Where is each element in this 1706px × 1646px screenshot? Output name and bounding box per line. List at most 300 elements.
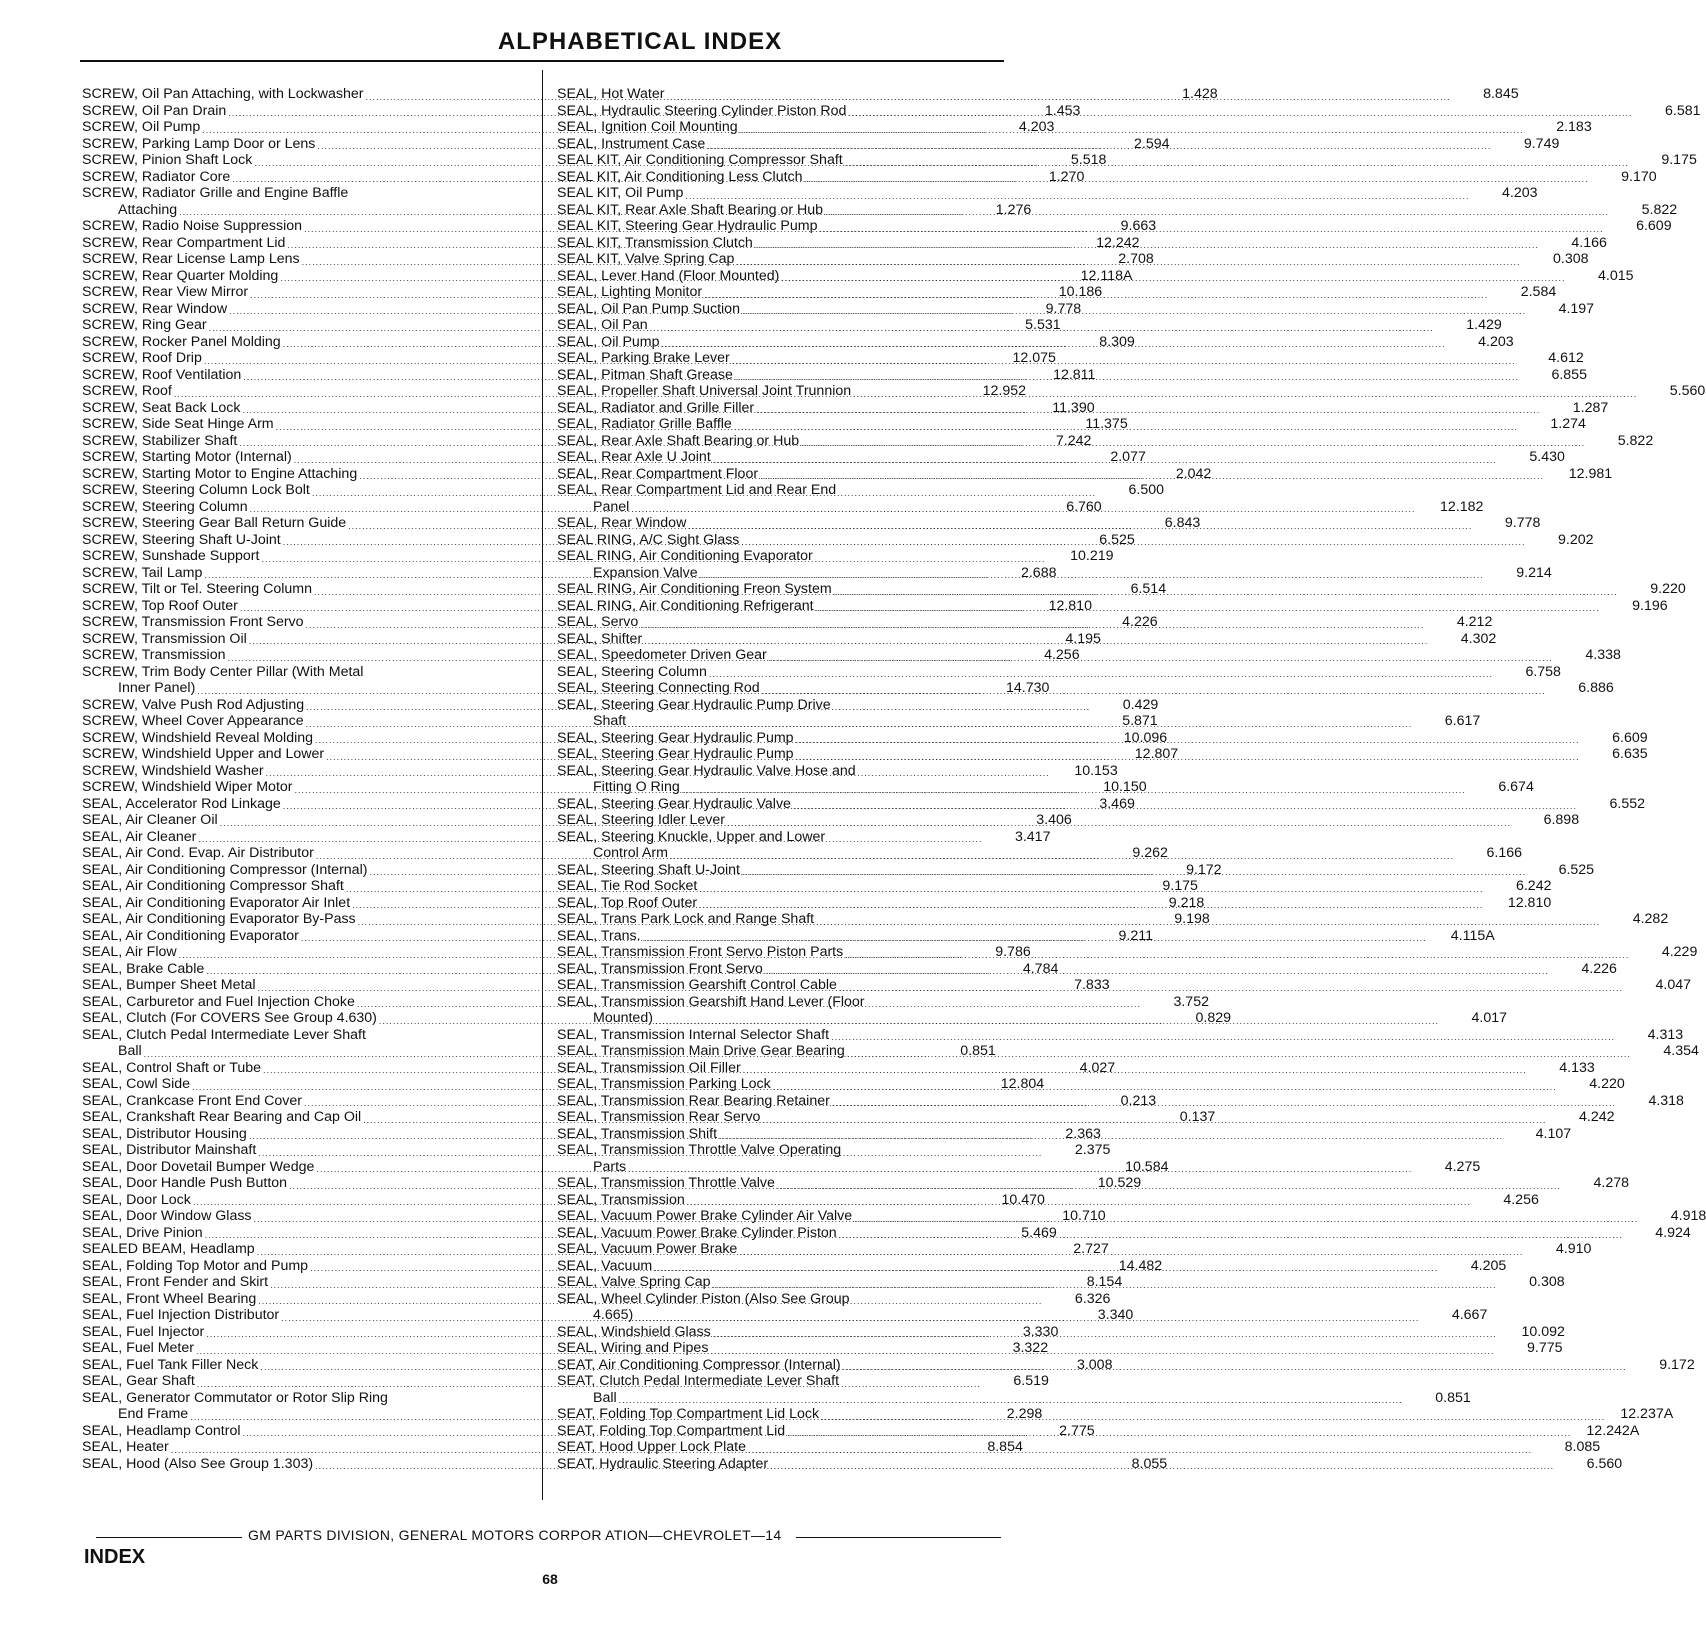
entry-label: SEAL, Clutch (For COVERS See Group 4.630)	[82, 1010, 377, 1026]
entry-label: Ball	[593, 1389, 617, 1406]
entry-reference: 9.196	[1632, 597, 1668, 614]
entry-label: SEAL, Transmission Front Servo	[557, 960, 763, 977]
entry-reference: 10.186	[1058, 284, 1103, 300]
entry-reference: 11.375	[1085, 416, 1128, 432]
entry-reference: 5.469	[1021, 1224, 1057, 1241]
entry-label: SEAL, Control Shaft or Tube	[82, 1059, 262, 1076]
entry-reference: 4.282	[1632, 911, 1669, 927]
entry-label: SEAL, Pitman Shaft Grease	[557, 366, 733, 383]
entry-label: SEAL, Fuel Injection Distributor	[82, 1307, 280, 1323]
entry-reference: 10.150	[1103, 779, 1147, 795]
entry-label: SCREW, Wheel Cover Appearance	[82, 713, 304, 729]
dot-leader	[654, 1262, 1438, 1274]
entry-reference: 6.166	[1486, 845, 1523, 861]
dot-leader	[650, 322, 1434, 334]
dot-leader	[719, 1130, 1503, 1142]
entry-reference: 6.609	[1636, 218, 1672, 234]
index-entry	[557, 663, 1561, 681]
dot-leader	[760, 470, 1544, 482]
entry-reference: 12.075	[1012, 350, 1056, 366]
entry-label: SCREW, Rear Compartment Lid	[82, 234, 286, 251]
entry-reference: 6.635	[1612, 746, 1648, 762]
dot-leader	[670, 850, 1454, 862]
entry-label: SEAL, Valve Spring Cap	[557, 1274, 711, 1290]
entry-label: SCREW, Trim Body Center Pillar (With Metal	[82, 663, 364, 680]
entry-label: SCREW, Steering Gear Ball Return Guide	[82, 515, 347, 531]
entry-label: SEAL, Oil Pump	[557, 333, 660, 350]
dot-leader	[667, 91, 1451, 103]
index-entry	[557, 548, 1002, 565]
entry-label: SEAL, Air Cond. Evap. Air Distributor	[82, 845, 314, 861]
entry-label: SEAL, Clutch Pedal Intermediate Lever Shaft	[82, 1026, 366, 1043]
entry-reference: 8.309	[1099, 333, 1135, 350]
index-entry	[557, 185, 1538, 202]
entry-label: SEAL KIT, Air Conditioning Compressor Shaft	[557, 152, 843, 168]
entry-label: SEAL, Tie Rod Socket	[557, 878, 698, 894]
entry-label: SEAT, Folding Top Compartment Lid	[557, 1422, 786, 1439]
entry-label: SCREW, Radio Noise Suppression	[82, 218, 303, 234]
entry-label: SCREW, Rear License Lamp Lens	[82, 251, 300, 267]
entry-label: SEAL, Radiator Grille Baffle	[557, 416, 732, 432]
entry-reference: 6.519	[1013, 1373, 1049, 1389]
entry-label: SEAL, Cowl Side	[82, 1076, 191, 1092]
entry-label: SEAL, Trans Park Lock and Range Shaft	[557, 911, 815, 927]
entry-label: Panel	[593, 498, 630, 515]
entry-label: SEAL, Wheel Cylinder Piston (Also See Group	[557, 1290, 850, 1307]
entry-reference: 4.133	[1559, 1059, 1595, 1076]
dot-leader	[834, 586, 1618, 598]
dot-leader	[643, 932, 1427, 944]
entry-reference: 4.612	[1548, 350, 1584, 366]
entry-reference: 4.212	[1456, 614, 1493, 630]
entry-label: SEAL RING, Air Conditioning Evaporator	[557, 548, 813, 564]
entry-label: SEAL, Hydraulic Steering Cylinder Piston Rod	[557, 102, 847, 119]
entry-reference: 6.898	[1543, 812, 1580, 828]
entry-reference: 2.363	[1065, 1125, 1101, 1142]
entry-label: SEAL, Door Handle Push Button	[82, 1175, 288, 1191]
entry-label: SCREW, Steering Shaft U-Joint	[82, 531, 281, 548]
entry-label: SEAL, Fuel Tank Filler Neck	[82, 1356, 259, 1373]
entry-reference: 3.340	[1097, 1307, 1134, 1323]
entry-reference: 4.667	[1451, 1307, 1488, 1323]
dot-leader	[819, 223, 1603, 235]
entry-reference: 4.338	[1585, 647, 1621, 663]
entry-reference: 9.202	[1558, 531, 1594, 548]
entry-label: SEAL, Steering Connecting Rod	[557, 680, 760, 696]
entry-label: SCREW, Pinion Shaft Lock	[82, 152, 253, 168]
entry-label: SEAL, Distributor Housing	[82, 1125, 247, 1142]
entry-reference: 1.274	[1550, 416, 1586, 432]
dot-leader	[742, 305, 1526, 317]
entry-label: SCREW, Roof	[82, 383, 172, 399]
entry-label: SEAL, Shifter	[557, 630, 643, 647]
entry-reference: 2.375	[1074, 1142, 1111, 1158]
dot-leader	[704, 289, 1488, 301]
entry-reference: 8.085	[1564, 1439, 1601, 1455]
entry-reference: 4.017	[1471, 1010, 1508, 1026]
dot-leader	[781, 272, 1565, 284]
dot-leader	[742, 866, 1526, 878]
entry-reference: 4.205	[1470, 1257, 1507, 1274]
entry-reference: 4.203	[1018, 119, 1055, 135]
entry-label: SEAL, Accelerator Rod Linkage	[82, 795, 281, 812]
entry-reference: 0.308	[1553, 251, 1589, 267]
dot-leader	[765, 965, 1549, 977]
entry-label: SEAL RING, Air Conditioning Freon System	[557, 581, 832, 597]
entry-label: SEAL, Propeller Shaft Universal Joint Trunnion	[557, 383, 852, 399]
entry-reference: 7.242	[1055, 432, 1092, 449]
dot-leader	[816, 602, 1600, 614]
entry-label: SEAL RING, A/C Sight Glass	[557, 531, 740, 548]
entry-label: SEAL, Steering Idler Lever	[557, 812, 725, 828]
entry-label: SEAL, Transmission Parking Lock	[557, 1076, 771, 1092]
dot-leader	[743, 1064, 1527, 1076]
entry-reference: 12.811	[1053, 366, 1096, 383]
entry-reference: 1.270	[1048, 168, 1085, 185]
entry-label: SEAT, Folding Top Compartment Lid Lock	[557, 1406, 820, 1422]
entry-reference: 1.287	[1572, 399, 1609, 416]
entry-reference: 9.262	[1132, 845, 1168, 861]
entry-reference: 2.077	[1110, 449, 1146, 465]
entry-reference: 2.584	[1520, 284, 1557, 300]
entry-reference: 3.417	[1014, 828, 1051, 845]
entry-label: SEAL, Air Cleaner	[82, 828, 197, 845]
dot-leader	[685, 190, 1469, 202]
entry-reference: 12.237A	[1620, 1406, 1674, 1422]
entry-label: SEAL, Steering Gear Hydraulic Pump Drive	[557, 696, 831, 713]
entry-label: SEAL, Top Roof Outer	[557, 894, 698, 911]
dot-leader	[816, 916, 1600, 928]
dot-leader	[839, 1229, 1623, 1241]
entry-label: SEAL, Steering Gear Hydraulic Pump	[557, 729, 794, 746]
entry-label: SEAL, Steering Column	[557, 663, 707, 680]
entry-label: SEAL, Ignition Coil Mounting	[557, 119, 738, 135]
entry-label: SCREW, Oil Pan Drain	[82, 102, 227, 119]
index-entry	[557, 1373, 1002, 1390]
entry-label: SEAL, Oil Pan Pump Suction	[557, 300, 740, 317]
dot-leader	[796, 734, 1580, 746]
entry-label: SEAL, Carburetor and Fuel Injection Choke	[82, 993, 355, 1010]
entry-reference: 9.172	[1659, 1356, 1695, 1373]
entry-reference: 4.784	[1022, 960, 1059, 977]
entry-label: Shaft	[593, 713, 627, 729]
entry-label: SEAL, Air Conditioning Evaporator Air Inlet	[82, 894, 351, 911]
entry-label: SEAL, Folding Top Motor and Pump	[82, 1257, 309, 1274]
entry-label: SCREW, Rocker Panel Molding	[82, 333, 281, 350]
entry-label: SCREW, Radiator Grille and Engine Baffle	[82, 185, 349, 201]
entry-label: SCREW, Windshield Wiper Motor	[82, 779, 293, 795]
dot-leader	[845, 157, 1629, 169]
index-entry	[82, 1390, 534, 1407]
entry-reference: 9.211	[1118, 927, 1153, 944]
entry-reference: 6.674	[1498, 779, 1534, 795]
entry-label: SEAL KIT, Rear Axle Shaft Bearing or Hub	[557, 201, 824, 218]
entry-label: SEAT, Hood Upper Lock Plate	[557, 1439, 747, 1455]
entry-reference: 10.710	[1062, 1208, 1106, 1224]
entry-label: SEAL, Distributor Mainshaft	[82, 1142, 257, 1158]
entry-reference: 12.804	[1000, 1076, 1045, 1092]
entry-reference: 8.854	[987, 1439, 1023, 1455]
entry-reference: 4.242	[1579, 1109, 1615, 1125]
entry-label: SEAL, Gear Shaft	[82, 1373, 195, 1389]
entry-label: SEAL, Transmission Rear Servo	[557, 1109, 761, 1125]
entry-reference: 3.330	[1022, 1323, 1059, 1340]
entry-label: SCREW, Stabilizer Shaft	[82, 432, 238, 449]
entry-reference: 4.918	[1670, 1208, 1706, 1224]
entry-label: SEAL, Brake Cable	[82, 960, 205, 977]
entry-reference: 6.609	[1612, 729, 1648, 746]
entry-label: SEAL, Air Conditioning Compressor (Internal)	[82, 861, 368, 878]
entry-reference: 4.107	[1535, 1125, 1572, 1142]
entry-reference: 8.055	[1131, 1455, 1168, 1472]
entry-reference: 5.822	[1641, 201, 1678, 218]
dot-leader	[773, 1081, 1557, 1093]
entry-reference: 0.429	[1122, 696, 1159, 713]
entry-reference: 5.871	[1122, 713, 1158, 729]
entry-reference: 4.313	[1647, 1026, 1684, 1043]
dot-leader	[727, 817, 1511, 829]
entry-reference: 9.775	[1527, 1340, 1563, 1356]
entry-label: SCREW, Top Roof Outer	[82, 597, 238, 614]
entry-reference: 9.663	[1120, 218, 1157, 234]
entry-label: 4.665)	[593, 1307, 634, 1323]
entry-reference: 6.500	[1128, 482, 1164, 498]
entry-reference: 0.829	[1195, 1010, 1232, 1026]
dot-leader	[793, 800, 1577, 812]
dot-leader	[762, 1114, 1546, 1126]
dot-leader	[687, 1196, 1471, 1208]
entry-label: SCREW, Sunshade Support	[82, 548, 260, 564]
index-entry	[557, 697, 1002, 714]
dot-leader	[839, 982, 1623, 994]
entry-label: SEAL, Vacuum Power Brake Cylinder Piston	[557, 1224, 837, 1241]
entry-reference: 6.886	[1578, 680, 1614, 696]
entry-reference: 0.851	[1435, 1389, 1471, 1406]
entry-label: SCREW, Side Seat Hinge Arm	[82, 416, 274, 432]
entry-reference: 12.952	[982, 383, 1026, 399]
index-entry	[557, 482, 1002, 499]
entry-reference: 6.326	[1074, 1290, 1111, 1307]
entry-reference: 4.166	[1571, 234, 1607, 251]
entry-reference: 4.226	[1581, 960, 1617, 977]
entry-reference: 12.242	[1096, 234, 1140, 251]
index-entry	[82, 185, 534, 202]
dot-leader	[756, 404, 1540, 416]
entry-reference: 6.525	[1099, 531, 1135, 548]
entry-label: SEAL, Instrument Case	[557, 135, 706, 152]
entry-reference: 1.429	[1466, 317, 1502, 333]
entry-label: SEAL, Radiator and Grille Filler	[557, 399, 755, 416]
entry-label: SEAL, Air Conditioning Compressor Shaft	[82, 878, 344, 894]
dot-leader	[619, 1394, 1403, 1406]
entry-label: SEAL, Parking Brake Lever	[557, 350, 730, 366]
entry-label: SCREW, Valve Push Rod Adjusting	[82, 696, 305, 713]
dot-leader	[707, 140, 1491, 152]
dot-leader	[713, 454, 1497, 466]
entry-label: SEAL, Oil Pan	[557, 317, 648, 333]
entry-reference: 5.560	[1669, 383, 1706, 399]
entry-label: SEAL, Vacuum Power Brake Cylinder Air Valve	[557, 1208, 853, 1224]
dot-leader	[635, 1312, 1419, 1324]
index-entry	[557, 1142, 1002, 1159]
dot-leader	[769, 652, 1553, 664]
dot-leader	[740, 124, 1524, 136]
entry-label: SEAL, Hot Water	[557, 86, 665, 102]
dot-leader	[628, 718, 1412, 730]
entry-label: Attaching	[118, 201, 178, 218]
entry-reference: 6.552	[1609, 795, 1646, 812]
entry-reference: 11.390	[1052, 399, 1095, 416]
entry-label: SEAT, Hydraulic Steering Adapter	[557, 1455, 769, 1472]
entry-label: SCREW, Rear Window	[82, 300, 228, 317]
entry-reference: 4.015	[1597, 267, 1634, 284]
entry-reference: 2.183	[1556, 119, 1592, 135]
entry-label: SEAL, Rear Compartment Lid and Rear End	[557, 482, 837, 498]
entry-label: SEAL, Front Fender and Skirt	[82, 1274, 269, 1290]
entry-label: SCREW, Parking Lamp Door or Lens	[82, 135, 316, 152]
dot-leader	[682, 784, 1466, 796]
title-rule	[80, 60, 1004, 62]
entry-label: SEAT, Clutch Pedal Intermediate Lever Shaft	[557, 1373, 840, 1389]
entry-label: Mounted)	[593, 1010, 653, 1026]
entry-label: SEAL, Trans.	[557, 927, 641, 944]
entry-label: SEAL, Steering Gear Hydraulic Valve Hose and	[557, 762, 856, 779]
entry-reference: 5.822	[1617, 432, 1654, 449]
dot-leader	[787, 1427, 1571, 1439]
entry-reference: 5.518	[1070, 152, 1107, 168]
entry-label: SCREW, Roof Drip	[82, 350, 202, 366]
entry-reference: 4.195	[1065, 630, 1101, 647]
entry-label: SEAL, Air Conditioning Evaporator By-Pass	[82, 911, 356, 927]
dot-leader	[762, 685, 1546, 697]
entry-reference: 3.469	[1099, 795, 1135, 812]
entry-label: SCREW, Seat Back Lock	[82, 399, 241, 416]
entry-reference: 9.198	[1174, 911, 1210, 927]
entry-label: SEAL RING, Air Conditioning Refrigerant	[557, 597, 814, 614]
entry-reference: 4.910	[1555, 1241, 1592, 1257]
page-number: 68	[542, 1571, 558, 1587]
entry-reference: 4.302	[1460, 630, 1497, 647]
entry-label: SCREW, Rear View Mirror	[82, 284, 249, 300]
entry-label: SEAL, Hood (Also See Group 1.303)	[82, 1455, 314, 1472]
entry-label: SEAL, Headlamp Control	[82, 1422, 241, 1439]
entry-label: SEAL, Transmission Oil Filler	[557, 1059, 741, 1076]
dot-leader	[709, 668, 1493, 680]
entry-reference: 10.470	[1001, 1191, 1045, 1208]
entry-reference: 3.406	[1036, 812, 1072, 828]
entry-reference: 2.708	[1118, 251, 1154, 267]
entry-reference: 12.810	[1507, 894, 1552, 911]
entry-reference: 6.760	[1066, 498, 1102, 515]
entry-label: SCREW, Transmission Oil	[82, 630, 247, 647]
entry-label: SEALED BEAM, Headlamp	[82, 1241, 255, 1257]
entry-label: SEAT, Air Conditioning Compressor (Internal)	[557, 1356, 841, 1373]
entry-reference: 4.229	[1661, 944, 1698, 960]
entry-label: SEAL KIT, Oil Pump	[557, 185, 684, 201]
dot-leader	[640, 619, 1424, 631]
entry-reference: 9.786	[995, 944, 1031, 960]
entry-label: SCREW, Steering Column Lock Bolt	[82, 482, 310, 498]
entry-label: SCREW, Tail Lamp	[82, 564, 203, 581]
entry-label: SEAL, Lighting Monitor	[557, 284, 703, 300]
dot-leader	[713, 1328, 1497, 1340]
entry-label: Parts	[593, 1158, 627, 1175]
dot-leader	[739, 1246, 1523, 1258]
index-entry	[557, 829, 1002, 846]
entry-reference: 12.981	[1568, 465, 1613, 482]
entry-label: SEAL, Transmission Rear Bearing Retainer	[557, 1092, 830, 1109]
entry-reference: 4.278	[1593, 1175, 1630, 1191]
entry-label: SEAL, Rear Compartment Floor	[557, 465, 759, 482]
entry-reference: 4.256	[1503, 1191, 1539, 1208]
entry-label: SEAL, Transmission Throttle Valve Operating	[557, 1142, 842, 1158]
entry-reference: 6.581	[1665, 102, 1701, 119]
entry-reference: 4.203	[1478, 333, 1514, 350]
entry-reference: 6.758	[1525, 663, 1561, 680]
entry-label: SEAL, Transmission Internal Selector Shaft	[557, 1026, 830, 1043]
entry-reference: 4.197	[1558, 300, 1595, 317]
entry-label: SEAL, Transmission Front Servo Piston Parts	[557, 944, 844, 960]
dot-leader	[748, 1444, 1532, 1456]
entry-label: SEAL, Speedometer Driven Gear	[557, 647, 767, 663]
dot-leader	[655, 1015, 1439, 1027]
entry-label: SEAL, Door Dovetail Bumper Wedge	[82, 1158, 315, 1175]
entry-label: SCREW, Steering Column	[82, 498, 248, 515]
entry-label: SCREW, Oil Pan Attaching, with Lockwasher	[82, 86, 364, 102]
entry-reference: 4.256	[1044, 647, 1080, 663]
entry-label: SEAL, Crankshaft Rear Bearing and Cap Oil	[82, 1109, 362, 1125]
entry-reference: 10.529	[1097, 1175, 1142, 1191]
dot-leader	[736, 256, 1520, 268]
entry-label: SCREW, Starting Motor to Engine Attaching	[82, 465, 358, 482]
entry-label: SEAL KIT, Transmission Clutch	[557, 234, 753, 251]
entry-label: SEAL, Bumper Sheet Metal	[82, 977, 256, 993]
entry-label: SEAL, Vacuum Power Brake	[557, 1241, 738, 1257]
entry-label: SEAL, Fuel Injector	[82, 1323, 205, 1340]
footer-section-label: INDEX	[84, 1546, 146, 1568]
entry-label: SEAL, Transmission Shift	[557, 1125, 718, 1142]
entry-reference: 12.807	[1134, 746, 1179, 762]
entry-reference: 9.218	[1168, 894, 1205, 911]
entry-label: SEAL, Fuel Meter	[82, 1340, 194, 1356]
dot-leader	[796, 751, 1580, 763]
entry-reference: 6.560	[1586, 1455, 1623, 1472]
entry-reference: 6.843	[1164, 515, 1201, 531]
entry-reference: 1.428	[1182, 86, 1218, 102]
entry-label: SCREW, Windshield Upper and Lower	[82, 746, 325, 762]
entry-label: SEAL, Steering Shaft U-Joint	[557, 861, 740, 878]
entry-reference: 2.298	[1006, 1406, 1043, 1422]
dot-leader	[755, 239, 1539, 251]
entry-label: SCREW, Starting Motor (Internal)	[82, 449, 292, 465]
dot-leader	[854, 1213, 1638, 1225]
entry-reference: 9.175	[1661, 152, 1697, 168]
entry-reference: 4.318	[1648, 1092, 1684, 1109]
dot-leader	[832, 1097, 1616, 1109]
entry-label: SCREW, Radiator Core	[82, 168, 231, 185]
page-title: ALPHABETICAL INDEX	[497, 28, 783, 55]
entry-label: SEAL KIT, Steering Gear Hydraulic Pump	[557, 218, 818, 234]
entry-reference: 8.154	[1086, 1274, 1123, 1290]
index-entry	[557, 1389, 1471, 1407]
entry-reference: 4.203	[1502, 185, 1538, 201]
entry-reference: 14.482	[1118, 1257, 1163, 1274]
entry-label: SEAL, Transmission Throttle Valve	[557, 1175, 775, 1191]
entry-label: SEAL, Steering Gear Hydraulic Pump	[557, 746, 794, 762]
entry-reference: 5.531	[1025, 317, 1061, 333]
entry-label: SCREW, Roof Ventilation	[82, 366, 242, 383]
footer-rule-right	[796, 1537, 1001, 1538]
